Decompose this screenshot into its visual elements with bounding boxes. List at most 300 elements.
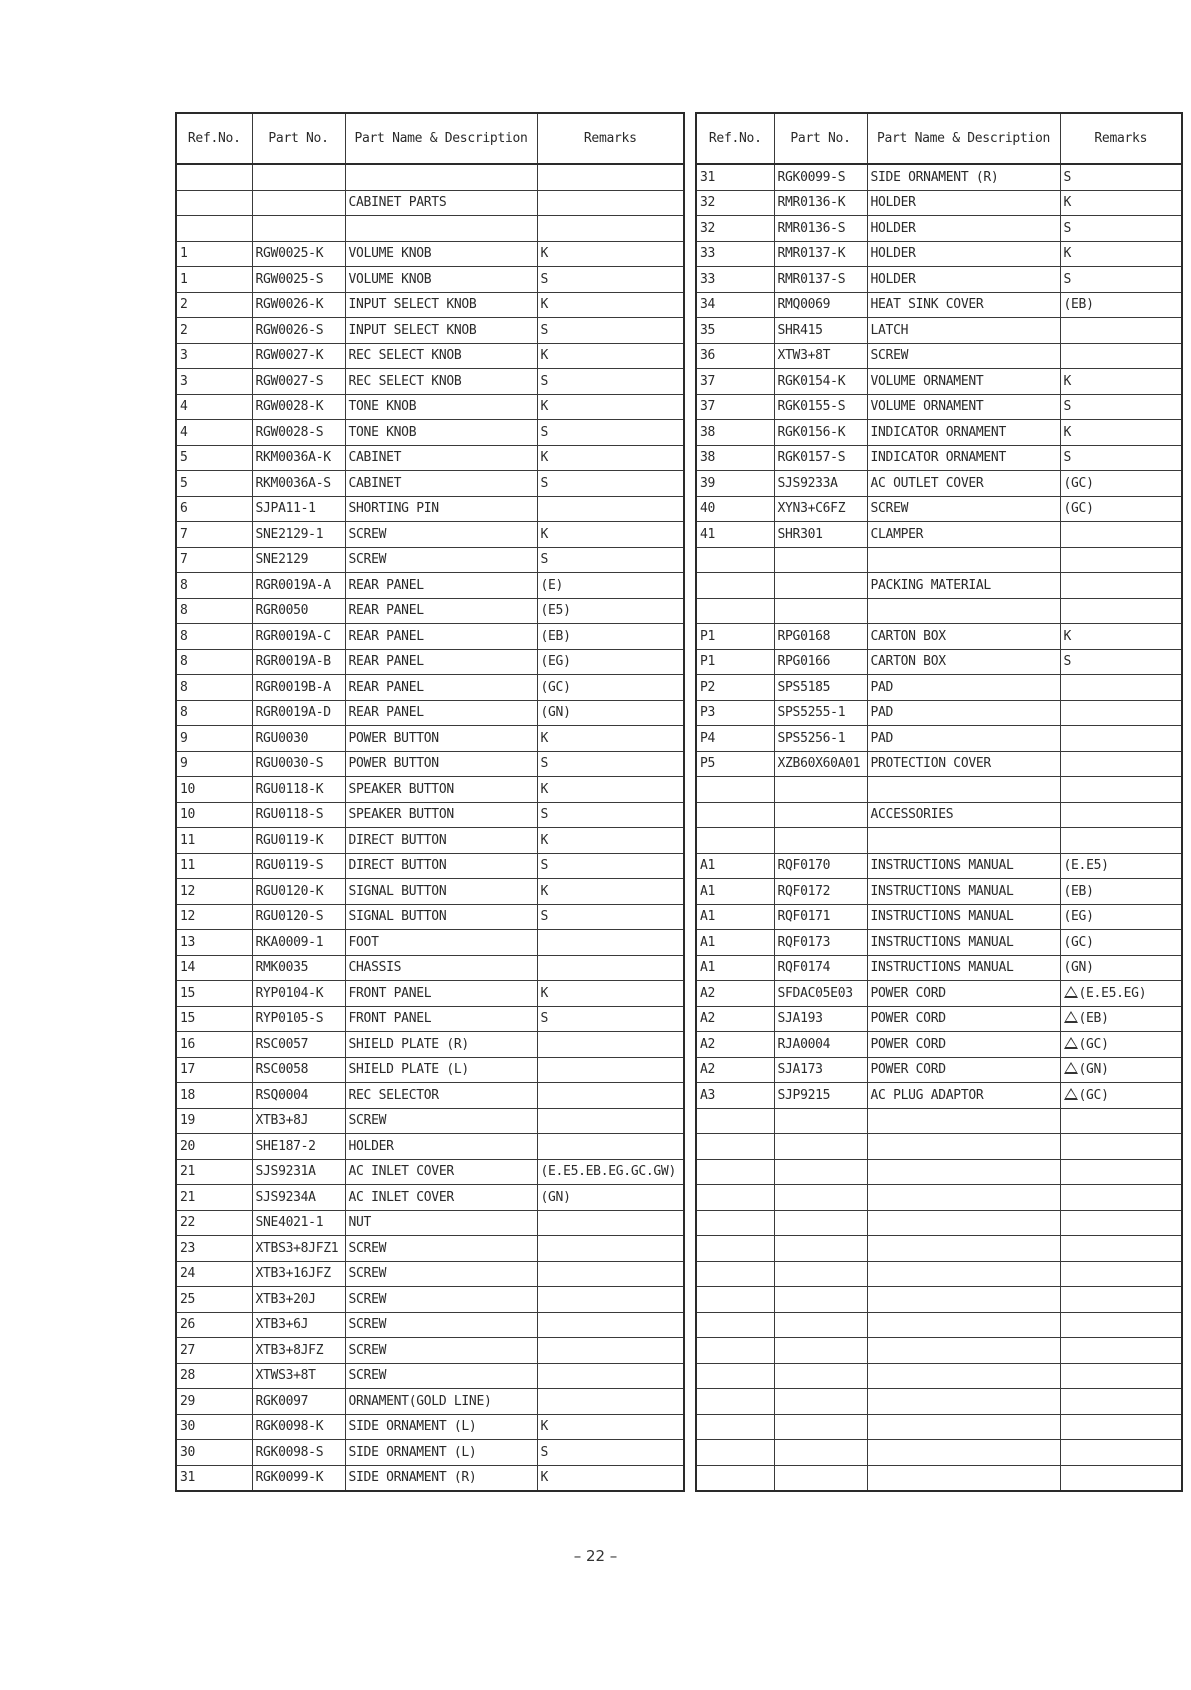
cell-description <box>867 955 1060 981</box>
cell-part-no <box>774 343 867 369</box>
cell-text: 9 <box>180 756 188 772</box>
cell-remarks <box>1060 1414 1182 1440</box>
table-row <box>696 1057 1182 1083</box>
cell-description <box>867 573 1060 599</box>
cell-text: (EB) <box>1063 883 1094 899</box>
cell-text: RMR0136-K <box>777 195 846 211</box>
cell-remarks <box>537 726 684 752</box>
cell-text: K <box>540 832 549 848</box>
cell-text: FOOT <box>348 934 379 950</box>
cell-text: SPEAKER BUTTON <box>348 781 454 797</box>
cell-text: XTWS3+8T <box>255 1368 316 1384</box>
cell-remarks <box>537 955 684 981</box>
cell-text: RPG0168 <box>777 628 831 644</box>
cell-text: RGU0119-S <box>255 858 324 874</box>
cell-text: 10 <box>180 781 196 797</box>
cell-text: (GN) <box>540 1189 571 1205</box>
cell-text: 36 <box>700 348 716 364</box>
cell-text: SJPA11-1 <box>255 501 316 517</box>
cell-text: 31 <box>180 1470 196 1486</box>
cell-text: (GC) <box>540 679 571 695</box>
cell-text: SIGNAL BUTTON <box>348 883 447 899</box>
cell-part-no <box>774 1032 867 1058</box>
cell-text: A2 <box>700 1011 716 1027</box>
table-row <box>696 1465 1182 1491</box>
cell-remarks <box>537 522 684 548</box>
cell-part-no <box>774 496 867 522</box>
cell-description <box>345 241 537 267</box>
cell-text: 8 <box>180 654 188 670</box>
cell-part-no <box>252 445 345 471</box>
cell-text: SJA173 <box>777 1062 823 1078</box>
cell-remarks <box>1060 522 1182 548</box>
table-row <box>696 1440 1182 1466</box>
cell-part-no <box>252 1338 345 1364</box>
cell-text: RMR0137-K <box>777 246 846 262</box>
cell-part-no <box>252 343 345 369</box>
cell-text: RQF0170 <box>777 858 831 874</box>
cell-ref-no <box>176 675 252 701</box>
table-row <box>696 445 1182 471</box>
cell-text: SPEAKER BUTTON <box>348 807 454 823</box>
cell-remarks <box>537 292 684 318</box>
cell-text: INDICATOR ORNAMENT <box>870 424 1006 440</box>
cell-text: 6 <box>180 501 188 517</box>
cell-part-no <box>774 1389 867 1415</box>
cell-text: 29 <box>180 1393 196 1409</box>
table-row <box>176 802 684 828</box>
cell-text: S <box>1063 654 1072 670</box>
cell-text: S <box>1063 169 1072 185</box>
cell-ref-no <box>696 624 774 650</box>
cell-remarks <box>537 1414 684 1440</box>
cell-text: A1 <box>700 934 716 950</box>
cell-part-no <box>252 726 345 752</box>
cell-ref-no <box>696 777 774 803</box>
cell-remarks <box>1060 777 1182 803</box>
table-row <box>696 471 1182 497</box>
cell-text: TONE KNOB <box>348 399 417 415</box>
cell-text: SCREW <box>348 526 387 542</box>
cell-description <box>867 471 1060 497</box>
cell-ref-no <box>696 853 774 879</box>
cell-ref-no <box>176 1134 252 1160</box>
table-row <box>176 420 684 446</box>
cell-part-no <box>252 1032 345 1058</box>
cell-ref-no <box>696 675 774 701</box>
cell-remarks <box>537 1338 684 1364</box>
cell-remarks <box>537 1287 684 1313</box>
cell-description <box>345 1185 537 1211</box>
table-row <box>176 369 684 395</box>
cell-text: RMR0136-S <box>777 220 846 236</box>
cell-text: RYP0104-K <box>255 985 324 1001</box>
cell-description <box>345 267 537 293</box>
cell-text: A1 <box>700 883 716 899</box>
cell-description <box>345 343 537 369</box>
cell-text: K <box>540 730 549 746</box>
cell-text: RSQ0004 <box>255 1087 309 1103</box>
cell-text: A1 <box>700 858 716 874</box>
cell-description <box>345 598 537 624</box>
cell-text: XTBS3+8JFZ1 <box>255 1240 339 1256</box>
table-row <box>176 1159 684 1185</box>
cell-remarks <box>1060 649 1182 675</box>
cell-text: SHE187-2 <box>255 1138 316 1154</box>
cell-text: K <box>540 348 549 364</box>
cell-text: NUT <box>348 1215 372 1231</box>
cell-description <box>867 1414 1060 1440</box>
cell-ref-no <box>176 777 252 803</box>
cell-ref-no <box>176 751 252 777</box>
cell-ref-no <box>696 190 774 216</box>
cell-description <box>345 828 537 854</box>
cell-ref-no <box>696 649 774 675</box>
table-row <box>176 955 684 981</box>
cell-text: 4 <box>180 424 188 440</box>
cell-remarks <box>1060 471 1182 497</box>
cell-text: P1 <box>700 628 716 644</box>
cell-part-no <box>252 1440 345 1466</box>
cell-text: 21 <box>180 1164 196 1180</box>
header-ref-no: Ref.No. <box>176 113 252 164</box>
cell-description <box>345 853 537 879</box>
cell-ref-no <box>176 879 252 905</box>
cell-description <box>867 624 1060 650</box>
cell-text: 3 <box>180 373 188 389</box>
table-row <box>696 981 1182 1007</box>
cell-part-no <box>774 1159 867 1185</box>
cell-text: K <box>540 1419 549 1435</box>
table-row <box>176 318 684 344</box>
cell-ref-no <box>176 241 252 267</box>
cell-description <box>345 1287 537 1313</box>
cell-description <box>345 700 537 726</box>
cell-text: S <box>540 756 549 772</box>
cell-part-no <box>252 241 345 267</box>
table-row <box>176 1210 684 1236</box>
cell-text: RKM0036A-K <box>255 450 331 466</box>
cell-remarks <box>1060 1108 1182 1134</box>
cell-remarks <box>1060 828 1182 854</box>
cell-description <box>345 649 537 675</box>
table-row <box>696 777 1182 803</box>
cell-ref-no <box>176 445 252 471</box>
cell-ref-no <box>176 1465 252 1491</box>
cell-text: (GC) <box>1063 475 1094 491</box>
cell-text: HOLDER <box>870 195 916 211</box>
cell-part-no <box>252 1261 345 1287</box>
cell-ref-no <box>696 1108 774 1134</box>
cell-part-no <box>252 496 345 522</box>
cell-part-no <box>774 1465 867 1491</box>
cell-ref-no <box>176 1210 252 1236</box>
cell-ref-no <box>696 1032 774 1058</box>
cell-part-no <box>774 1108 867 1134</box>
table-row <box>176 1236 684 1262</box>
cell-description <box>867 1083 1060 1109</box>
cell-text: K <box>540 883 549 899</box>
cell-part-no <box>774 930 867 956</box>
cell-text: RGW0027-K <box>255 348 324 364</box>
table-row <box>176 751 684 777</box>
cell-part-no <box>774 751 867 777</box>
cell-remarks <box>537 1006 684 1032</box>
cell-part-no <box>252 624 345 650</box>
cell-text: 20 <box>180 1138 196 1154</box>
cell-part-no <box>774 828 867 854</box>
cell-part-no <box>774 726 867 752</box>
cell-ref-no <box>696 955 774 981</box>
cell-part-no <box>774 777 867 803</box>
cell-remarks <box>1060 292 1182 318</box>
header-part-no: Part No. <box>774 113 867 164</box>
cell-part-no <box>774 981 867 1007</box>
cell-text: 33 <box>700 246 716 262</box>
table-row <box>176 981 684 1007</box>
table-row <box>176 598 684 624</box>
table-row <box>696 1032 1182 1058</box>
parts-table-left <box>175 112 685 1492</box>
cell-text: RGR0019A-C <box>255 628 331 644</box>
cell-text: (GC) <box>1063 934 1094 950</box>
cell-text: K <box>540 246 549 262</box>
table-row <box>176 675 684 701</box>
cell-ref-no <box>176 1389 252 1415</box>
cell-part-no <box>774 598 867 624</box>
cell-text: SCREW <box>870 348 909 364</box>
cell-description <box>345 879 537 905</box>
cell-remarks <box>1060 1338 1182 1364</box>
table-row <box>176 292 684 318</box>
cell-ref-no <box>176 547 252 573</box>
cell-part-no <box>774 241 867 267</box>
cell-text: S <box>540 271 549 287</box>
cell-remarks <box>537 879 684 905</box>
table-row <box>176 190 684 216</box>
cell-text: CABINET <box>348 450 402 466</box>
cell-text: INSTRUCTIONS MANUAL <box>870 909 1014 925</box>
cell-text: RGK0099-K <box>255 1470 324 1486</box>
cell-ref-no <box>696 981 774 1007</box>
cell-part-no <box>252 1185 345 1211</box>
cell-text: 13 <box>180 934 196 950</box>
cell-remarks <box>1060 1261 1182 1287</box>
cell-text: SCREW <box>348 1240 387 1256</box>
cell-ref-no <box>696 828 774 854</box>
cell-remarks <box>537 1210 684 1236</box>
cell-remarks <box>1060 241 1182 267</box>
cell-part-no <box>774 394 867 420</box>
cell-description <box>867 1185 1060 1211</box>
cell-part-no <box>774 955 867 981</box>
cell-text: RKA0009-1 <box>255 934 324 950</box>
cell-text: 31 <box>700 169 716 185</box>
cell-part-no <box>252 522 345 548</box>
table-row <box>176 1312 684 1338</box>
table-row <box>696 547 1182 573</box>
cell-ref-no <box>696 751 774 777</box>
cell-text: INPUT SELECT KNOB <box>348 322 477 338</box>
cell-text: 37 <box>700 373 716 389</box>
cell-part-no <box>252 471 345 497</box>
cell-remarks <box>537 930 684 956</box>
cell-ref-no <box>176 1108 252 1134</box>
table-row <box>176 1287 684 1313</box>
cell-description <box>867 802 1060 828</box>
cell-ref-no <box>176 1363 252 1389</box>
cell-part-no <box>774 1338 867 1364</box>
cell-text: K <box>1063 628 1072 644</box>
cell-description <box>867 726 1060 752</box>
table-row <box>176 445 684 471</box>
cell-part-no <box>774 1210 867 1236</box>
cell-remarks <box>1060 598 1182 624</box>
table-row <box>696 624 1182 650</box>
cell-text: 41 <box>700 526 716 542</box>
cell-text: S <box>540 475 549 491</box>
cell-text: P3 <box>700 705 716 721</box>
cell-remarks <box>537 1108 684 1134</box>
cell-ref-no <box>176 1006 252 1032</box>
cell-ref-no <box>696 318 774 344</box>
cell-text: 12 <box>180 909 196 925</box>
cell-ref-no <box>176 955 252 981</box>
cell-text: XTB3+8J <box>255 1113 309 1129</box>
cell-remarks <box>1060 190 1182 216</box>
cell-text: 5 <box>180 450 188 466</box>
cell-text: AC INLET COVER <box>348 1164 454 1180</box>
cell-text: 38 <box>700 450 716 466</box>
table-row <box>696 394 1182 420</box>
cell-part-no <box>252 1210 345 1236</box>
table-row <box>176 1057 684 1083</box>
table-row <box>696 573 1182 599</box>
table-row <box>176 522 684 548</box>
cell-remarks <box>537 547 684 573</box>
cell-ref-no <box>696 241 774 267</box>
cell-text: XTB3+8JFZ <box>255 1342 324 1358</box>
cell-text: CABINET <box>348 475 402 491</box>
cell-ref-no <box>696 1287 774 1313</box>
table-row <box>176 216 684 242</box>
table-row <box>696 267 1182 293</box>
cell-text: SPS5255-1 <box>777 705 846 721</box>
cell-text: REAR PANEL <box>348 705 424 721</box>
cell-description <box>345 777 537 803</box>
cell-description <box>345 420 537 446</box>
cell-text: 11 <box>180 858 196 874</box>
cell-part-no <box>774 1261 867 1287</box>
cell-ref-no <box>176 343 252 369</box>
table-row <box>176 471 684 497</box>
table-row <box>696 700 1182 726</box>
cell-remarks <box>537 828 684 854</box>
cell-remarks <box>1060 1210 1182 1236</box>
cell-remarks <box>1060 700 1182 726</box>
cell-ref-no <box>176 930 252 956</box>
cell-description <box>867 522 1060 548</box>
cell-ref-no <box>696 1236 774 1262</box>
cell-text: INDICATOR ORNAMENT <box>870 450 1006 466</box>
cell-description <box>345 981 537 1007</box>
cell-text: RGU0118-K <box>255 781 324 797</box>
table-row <box>696 1134 1182 1160</box>
cell-ref-no <box>176 164 252 190</box>
cell-description <box>867 190 1060 216</box>
cell-part-no <box>774 216 867 242</box>
cell-text: SJS9234A <box>255 1189 316 1205</box>
cell-text: (EB) <box>1078 1011 1109 1027</box>
table-row <box>696 496 1182 522</box>
cell-description <box>867 828 1060 854</box>
cell-text: SJS9233A <box>777 475 838 491</box>
cell-part-no <box>252 828 345 854</box>
cell-remarks <box>537 1032 684 1058</box>
cell-part-no <box>252 318 345 344</box>
cell-description <box>867 930 1060 956</box>
cell-text: CLAMPER <box>870 526 924 542</box>
cell-text: FRONT PANEL <box>348 985 432 1001</box>
cell-text: RJA0004 <box>777 1036 831 1052</box>
cell-text: A1 <box>700 960 716 976</box>
cell-text: SCREW <box>348 1113 387 1129</box>
table-row <box>696 343 1182 369</box>
cell-text: 7 <box>180 526 188 542</box>
cell-text: SIDE ORNAMENT (L) <box>348 1419 477 1435</box>
cell-text: HOLDER <box>870 271 916 287</box>
cell-text: PACKING MATERIAL <box>870 577 991 593</box>
cell-text: REC SELECT KNOB <box>348 373 462 389</box>
cell-description <box>345 802 537 828</box>
cell-ref-no <box>696 573 774 599</box>
cell-ref-no <box>176 828 252 854</box>
cell-text: RQF0174 <box>777 960 831 976</box>
cell-ref-no <box>176 190 252 216</box>
cell-description <box>867 853 1060 879</box>
cell-text: 10 <box>180 807 196 823</box>
cell-ref-no <box>176 573 252 599</box>
cell-remarks <box>1060 1389 1182 1415</box>
cell-ref-no <box>176 853 252 879</box>
cell-remarks <box>537 471 684 497</box>
cell-text: A2 <box>700 985 716 1001</box>
cell-ref-no <box>696 522 774 548</box>
cell-part-no <box>774 649 867 675</box>
cell-text: CHASSIS <box>348 960 402 976</box>
cell-description <box>867 649 1060 675</box>
cell-description <box>867 496 1060 522</box>
header-part-no: Part No. <box>252 113 345 164</box>
table-row <box>696 1414 1182 1440</box>
cell-text: 27 <box>180 1342 196 1358</box>
cell-text: 3 <box>180 348 188 364</box>
cell-description <box>345 496 537 522</box>
cell-text: S <box>540 373 549 389</box>
cell-text: 14 <box>180 960 196 976</box>
cell-remarks <box>537 445 684 471</box>
cell-part-no <box>252 1465 345 1491</box>
cell-text: SNE4021-1 <box>255 1215 324 1231</box>
cell-description <box>867 981 1060 1007</box>
cell-ref-no <box>696 879 774 905</box>
cell-remarks <box>1060 955 1182 981</box>
table-row <box>176 1134 684 1160</box>
cell-text: XYN3+C6FZ <box>777 501 846 517</box>
cell-text: A2 <box>700 1062 716 1078</box>
cell-remarks <box>1060 1185 1182 1211</box>
cell-part-no <box>252 675 345 701</box>
